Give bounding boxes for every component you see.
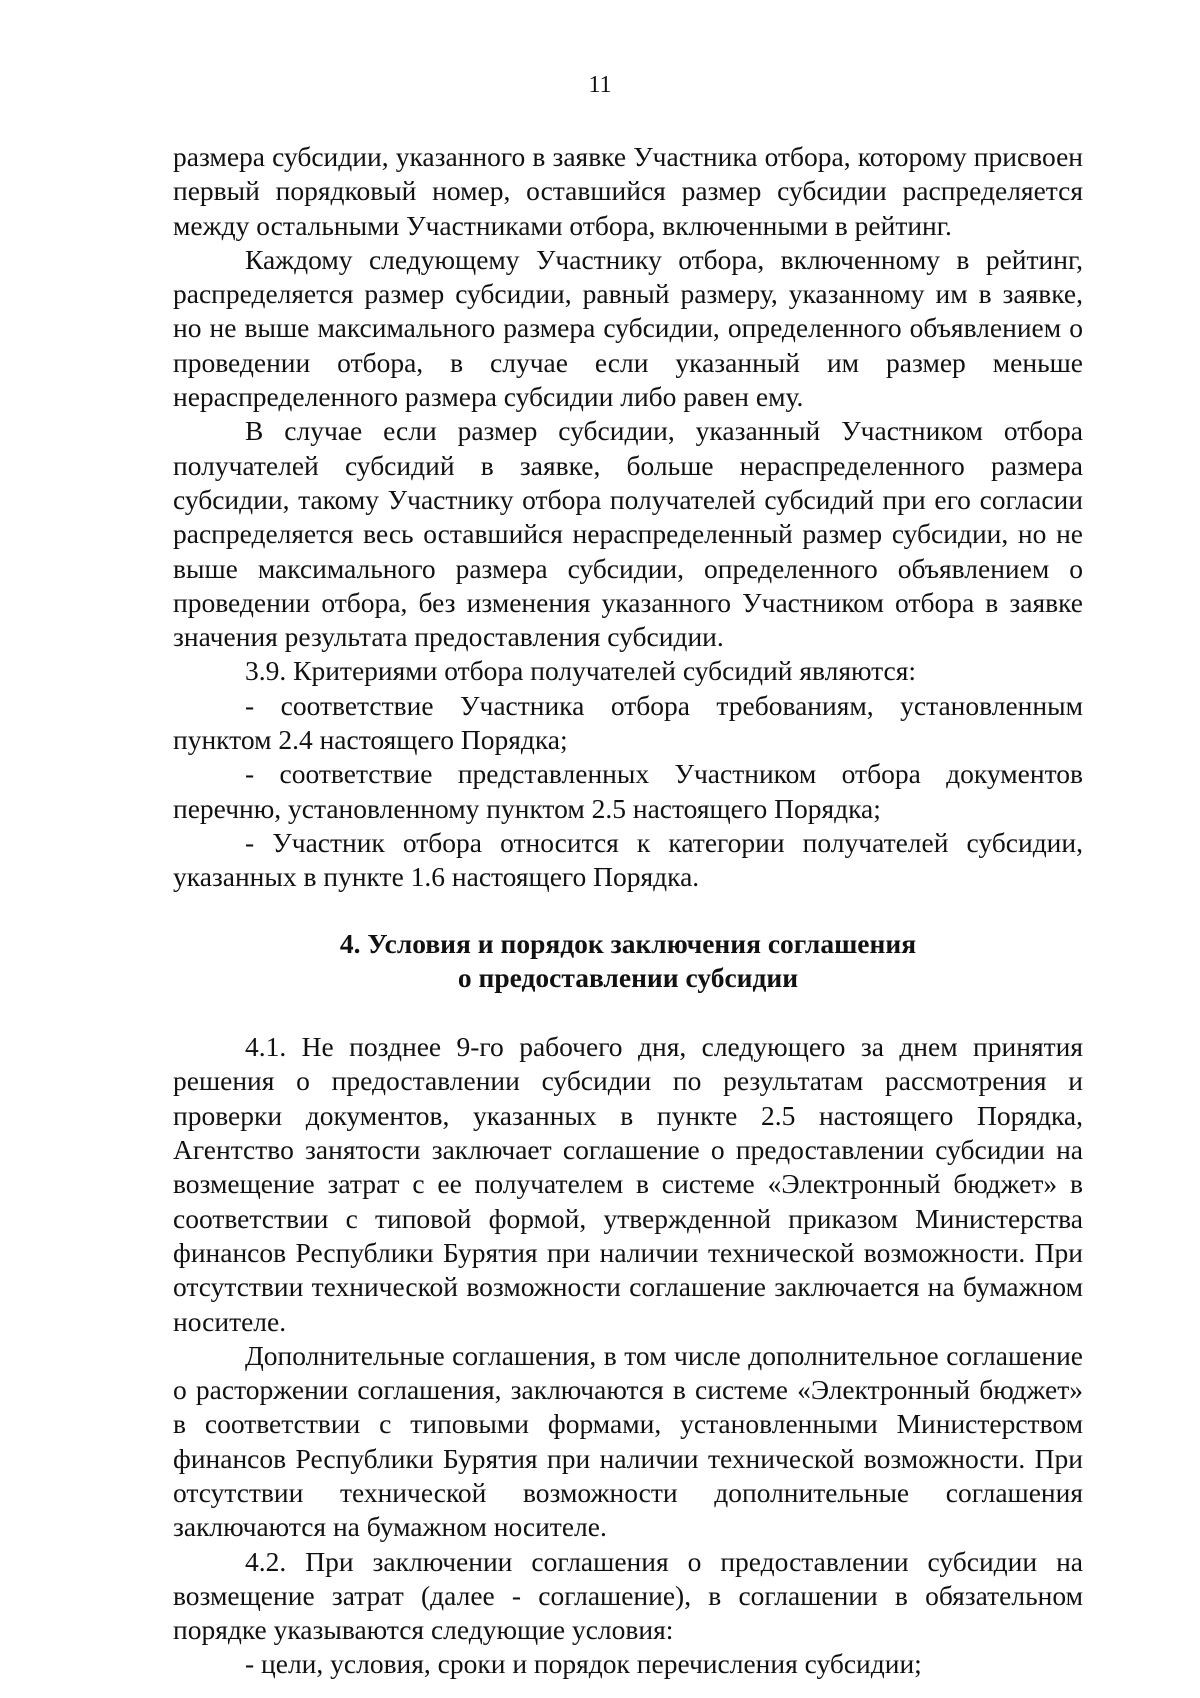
body-paragraph: 4.1. Не позднее 9-го рабочего дня, следующего за днем принятия решения о предоставлении субсидии по результатам рассмотрения и проверки документов, указанных в пункте 2.5 настоящего Порядка, Агентство занятости заключает соглашение о предоставлении субсидии на возмещение затрат с ее получателем в системе «Электронный бюджет» в соответствии с типовой формой, утвержденной приказом Министерства финансов Республики Бурятия при наличии технической возможности. При отсутствии технической возможности соглашение заключается на бумажном носителе.: [173, 1031, 1083, 1337]
body-paragraph: 4.2. При заключении соглашения о предоставлении субсидии на возмещение затрат (далее - соглашение), в соглашении в обязательном порядке указываются следующие условия:: [173, 1545, 1083, 1646]
body-paragraph: В случае если размер субсидии, указанный Участником отбора получателей субсидий в заявке, больше нераспределенного размера субсидии, такому Участнику отбора получателей субсидий при его согласии распределяется весь оставшийся нераспределенный размер субсидии, но не выше максимального размера субсидии, определенного объявлением о проведении отбора, без изменения указанного Участником отбора в заявке значения результата предоставления субсидии.: [173, 415, 1083, 653]
body-paragraph: Каждому следующему Участнику отбора, включенному в рейтинг, распределяется размер субсидии, равный размеру, указанному им в заявке, но не выше максимального размера субсидии, определенного объявлением о проведении отбора, в случае если указанный им размер меньше нераспределенного размера субсидии либо равен ему.: [173, 243, 1083, 413]
criteria-intro: 3.9. Критериями отбора получателей субсидий являются:: [245, 655, 917, 687]
section-heading-line: 4. Условия и порядок заключения соглашения: [339, 927, 917, 959]
document-body: [173, 140, 1083, 1682]
criteria-list-item: - соответствие Участника отбора требованиям, установленным пунктом 2.4 настоящего Порядка;: [173, 689, 1083, 756]
page-number: 11: [588, 72, 612, 98]
criteria-list-item: - соответствие представленных Участником отбора документов перечню, установленному пунктом 2.5 настоящего Порядка;: [173, 758, 1083, 824]
criteria-list-item: - Участник отбора относится к категории получателей субсидии, указанных в пункте 1.6 настоящего Порядка.: [173, 826, 1083, 893]
conditions-list-item: - цели, условия, сроки и порядок перечисления субсидии;: [245, 1648, 922, 1680]
section-heading-line: о предоставлении субсидии: [457, 961, 799, 993]
body-paragraph: Дополнительные соглашения, в том числе дополнительное соглашение о расторжении соглашения, заключаются в системе «Электронный бюджет» в соответствии с типовыми формами, установленными Министерством финансов Республики Бурятия при наличии технической возможности. При отсутствии технической возможности дополнительные соглашения заключаются на бумажном носителе.: [173, 1339, 1083, 1543]
section-heading: [173, 927, 1083, 996]
body-paragraph: размера субсидии, указанного в заявке Участника отбора, которому присвоен первый порядковый номер, оставшийся размер субсидии распределяется между остальными Участниками отбора, включенными в рейтинг.: [173, 141, 1083, 241]
